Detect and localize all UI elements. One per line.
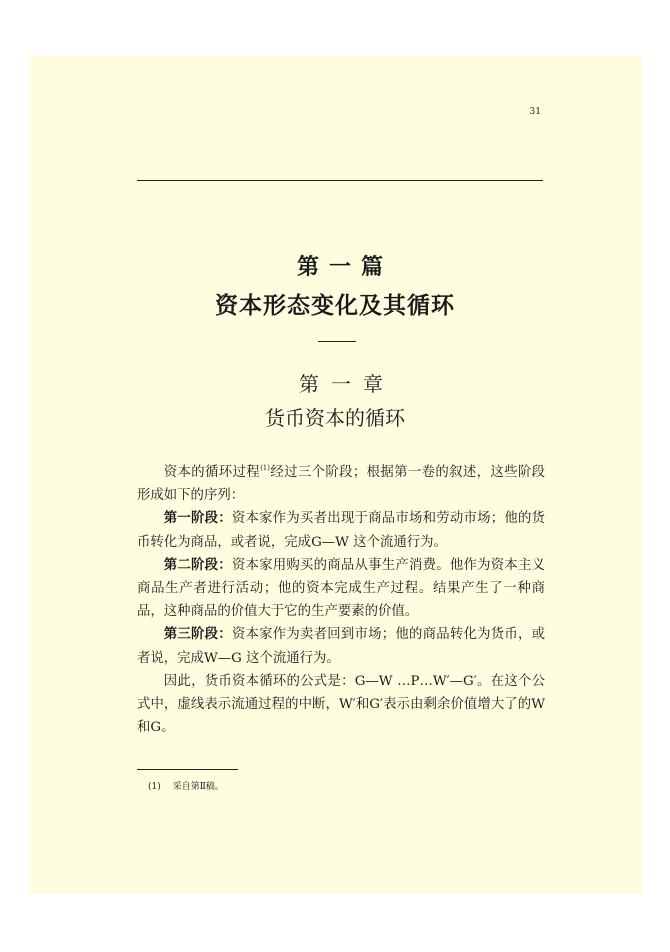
footnote-text: 采自第Ⅱ稿。 bbox=[172, 782, 224, 792]
footnote-reference[interactable]: (1) bbox=[260, 464, 270, 472]
header-rule bbox=[137, 180, 543, 181]
title-divider bbox=[318, 341, 356, 342]
footnote-mark: (1) bbox=[148, 782, 161, 792]
paragraph-text: 资本家作为买者出现于商品市场和劳动市场；他的货币转化为商品，或者说，完成G—W 这个流通行为。 bbox=[137, 511, 546, 550]
part-number: 第一篇 bbox=[296, 255, 393, 280]
paragraph-text: 资本家用购买的商品从事生产消费。他作为资本主义商品生产者进行活动；他的资本完成生产过程。结果产生了一种商品，这种商品的价值大于它的生产要素的价值。 bbox=[137, 557, 546, 620]
footnote-rule bbox=[137, 769, 238, 770]
stage-label: 第二阶段： bbox=[163, 557, 232, 573]
chapter-title: 货币资本的循环 bbox=[265, 406, 405, 430]
chapter-number: 第一章 bbox=[299, 372, 395, 396]
body-text bbox=[137, 461, 545, 739]
paragraph-2 bbox=[137, 507, 545, 553]
paragraph-text: 资本家作为卖者回到市场；他的商品转化为货币，或者说，完成W—G 这个流通行为。 bbox=[137, 627, 546, 666]
footnote bbox=[148, 779, 224, 792]
page-number: 31 bbox=[529, 107, 541, 117]
paragraph-text: 因此，货币资本循环的公式是：G—W …P…W′—G′。在这个公式中，虚线表示流通过程的中断，W′和G′表示由剩余价值增大了的W 和G。 bbox=[137, 673, 545, 736]
paragraph-3 bbox=[137, 554, 545, 624]
paragraph-4 bbox=[137, 623, 545, 669]
part-title: 资本形态变化及其循环 bbox=[215, 293, 455, 319]
stage-label: 第三阶段： bbox=[163, 627, 232, 643]
paragraph-5 bbox=[137, 670, 545, 740]
paragraph-1 bbox=[137, 461, 545, 507]
stage-label: 第一阶段： bbox=[163, 511, 232, 527]
paragraph-text: 资本的循环过程 bbox=[163, 465, 261, 480]
paragraph-text: 经过三个阶段；根据第一卷的叙述，这些阶段形成如下的序列： bbox=[137, 465, 546, 504]
